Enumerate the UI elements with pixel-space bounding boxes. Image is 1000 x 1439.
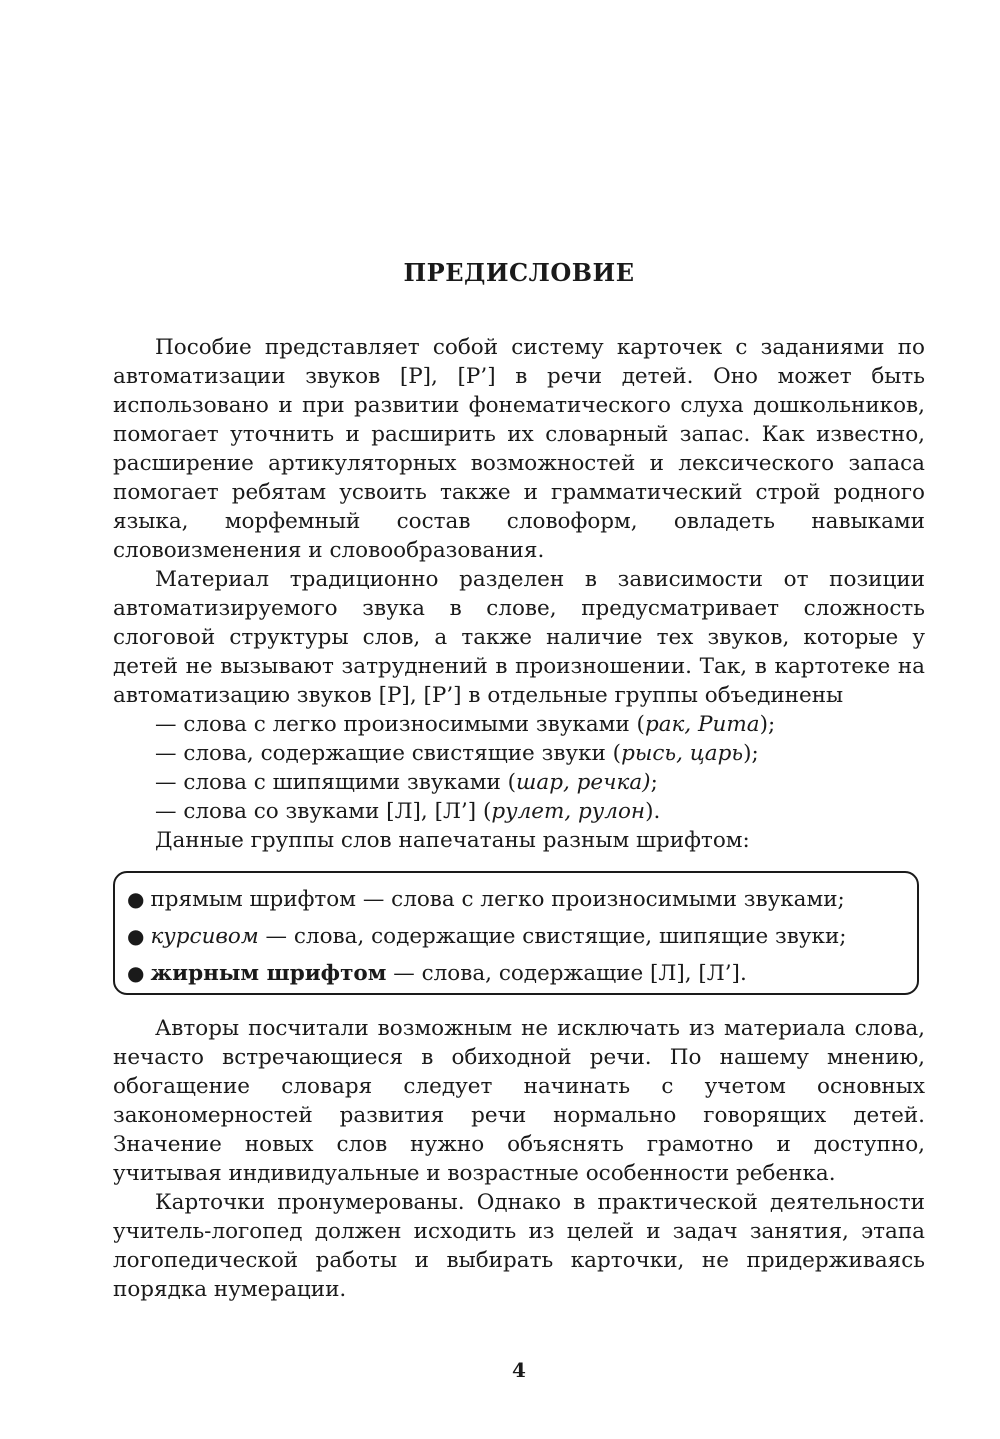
legend-term: жирным шрифтом — [150, 961, 387, 986]
bullet-icon: ● — [127, 887, 145, 911]
paragraph-cards: Карточки пронумерованы. Однако в практической деятельности учитель-логопед должен исходить из целей и задач занятия, этапа логопедической работы и выбирать карточки, не придерживаясь порядка нумерации. — [113, 1190, 925, 1302]
paragraph-intro: Пособие представляет собой систему карточек с заданиями по автоматизации звуков [Р], [Р’] в речи детей. Оно может быть использовано и при развитии фонематического слуха дошкольников, помогает уточнить и расширить их словарный запас. Как известно, расширение артикуляторных возможностей и лексического запаса помогает ребятам усвоить также и грамматический строй родного языка, морфемный состав словоформ, овладеть навыками словоизменения и словообразования. — [113, 335, 925, 563]
paragraph-authors: Авторы посчитали возможным не исключать из материала слова, нечасто встречающиеся в обиходной речи. По нашему мнению, обогащение словаря следует начинать с учетом основных закономерностей развития речи нормально говорящих детей. Значение новых слов нужно объяснять грамотно и доступно, учитывая индивидуальные и возрастные особенности ребенка. — [113, 1016, 925, 1186]
document-page — [113, 0, 925, 1439]
legend-item-regular — [127, 881, 905, 918]
group-item-suffix: ); — [743, 741, 759, 766]
group-item-text: — слова с легко произносимыми звуками ( — [155, 712, 645, 737]
group-item-suffix: ; — [650, 770, 658, 795]
group-item-examples: рулет, рулон — [491, 799, 646, 824]
paragraph-fonts-intro: Данные группы слов напечатаны разным шрифтом: — [155, 828, 750, 853]
page-number: 4 — [512, 1358, 526, 1382]
font-legend-box — [113, 871, 919, 995]
legend-term: курсивом — [150, 924, 259, 949]
group-item-l-sounds — [113, 797, 925, 826]
legend-desc: — слова с легко произносимыми звуками; — [355, 887, 845, 912]
preface-text-top — [113, 333, 925, 855]
group-item-whistling — [113, 739, 925, 768]
legend-desc: — слова, содержащие свистящие, шипящие звуки; — [258, 924, 847, 949]
group-item-text: — слова, содержащие свистящие звуки ( — [155, 741, 622, 766]
bullet-icon: ● — [127, 961, 145, 985]
preface-text-bottom — [113, 1014, 925, 1304]
group-item-suffix: ); — [759, 712, 776, 737]
group-item-easy — [113, 710, 925, 739]
bullet-icon: ● — [127, 924, 145, 948]
legend-item-italic — [127, 918, 905, 955]
legend-term: прямым шрифтом — [150, 887, 356, 912]
group-item-examples: рак, Рита — [644, 712, 760, 737]
paragraph-material: Материал традиционно разделен в зависимости от позиции автоматизируемого звука в слове, предусматривает сложность слоговой структуры слов, а также наличие тех звуков, которые у детей не вызывают затруднений в произношении. Так, в картотеке на автоматизацию звуков [Р], [Р’] в отдельные группы объединены — [113, 567, 925, 708]
group-item-text: — слова с шипящими звуками ( — [155, 770, 517, 795]
page-title: ПРЕДИСЛОВИЕ — [403, 258, 635, 287]
legend-desc: — слова, содержащие [Л], [Л’]. — [386, 961, 747, 986]
group-item-text: — слова со звуками [Л], [Л’] ( — [155, 799, 492, 824]
group-item-suffix: ). — [645, 799, 661, 824]
group-item-examples: шар, речка) — [516, 770, 651, 795]
group-item-examples: рысь, царь — [621, 741, 744, 766]
group-item-hissing — [113, 768, 925, 797]
legend-item-bold — [127, 955, 905, 992]
